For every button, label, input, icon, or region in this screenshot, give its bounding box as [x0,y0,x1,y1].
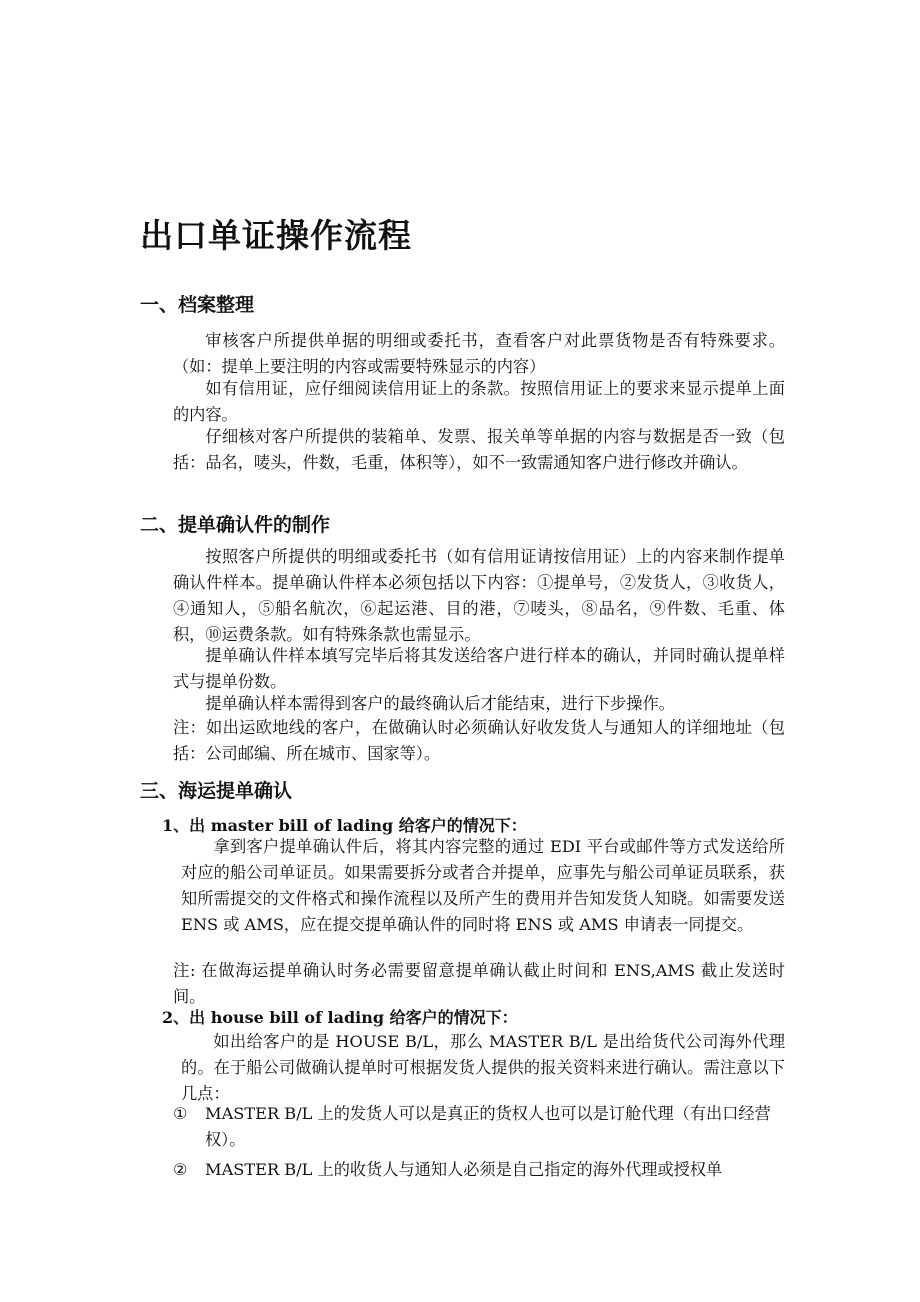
paragraph: 提单确认件样本填写完毕后将其发送给客户进行样本的确认，并同时确认提单样式与提单份数。 [173,646,785,691]
section-heading-bl-draft: 二、提单确认件的制作 [140,514,331,536]
paragraph: 审核客户所提供单据的明细或委托书，查看客户对此票货物是否有特殊要求。（如：提单上要注明的内容或需要特殊显示的内容） [173,331,785,376]
section-heading-archive: 一、档案整理 [140,294,255,316]
page-title: 出口单证操作流程 [140,216,412,255]
list-item [173,1101,785,1153]
subsection-heading-master-bl: 1、出 master bill of lading 给客户的情况下： [162,816,527,835]
paragraph: 如有信用证，应仔细阅读信用证上的条款。按照信用证上的要求来显示提单上面的内容。 [173,379,785,424]
list-item [173,1157,785,1183]
list-item-text: MASTER B/L 上的收货人与通知人必须是自己指定的海外代理或授权单 [205,1160,723,1179]
paragraph: 如出给客户的是 HOUSE B/L，那么 MASTER B/L 是出给货代公司海外代理的。在于船公司做确认提单时可根据发货人提供的报关资料来进行确认。需注意以下几点： [181,1032,785,1103]
paragraph: 按照客户所提供的明细或委托书（如有信用证请按信用证）上的内容来制作提单确认件样本。提单确认件样本必须包括以下内容：①提单号，②发货人，③收货人，④通知人，⑤船名航次，⑥起运港、目的港，⑦唛头，⑧品名，⑨件数、毛重、体积，⑩运费条款。如有特殊条款也需显示。 [173,547,785,644]
list-item-text: MASTER B/L 上的发货人可以是真正的货权人也可以是订舱代理（有出口经营权）。 [205,1104,771,1149]
subsection-heading-house-bl: 2、出 house bill of lading 给客户的情况下： [162,1008,518,1027]
list-marker: ① [173,1104,188,1123]
paragraph: 提单确认样本需得到客户的最终确认后才能结束，进行下步操作。 [205,694,675,713]
paragraph: 仔细核对客户所提供的装箱单、发票、报关单等单据的内容与数据是否一致（包括：品名，唛头，件数，毛重，体积等），如不一致需通知客户进行修改并确认。 [173,427,785,472]
paragraph: 拿到客户提单确认件后，将其内容完整的通过 EDI 平台或邮件等方式发送给所对应的船公司单证员。如果需要拆分或者合并提单，应事先与船公司单证员联系，获知所需提交的文件格式和操作流程以及所产生的费用并告知发货人知晓。如需要发送 ENS 或 AMS，应在提交提单确认件的同时将 ENS 或 AMS 申请表一同提交。 [181,837,785,934]
note: 注：如出运欧地线的客户，在做确认时必须确认好收发货人与通知人的详细地址（包括：公司邮编、所在城市、国家等）。 [173,718,785,763]
section-heading-ocean-bl: 三、海运提单确认 [140,780,293,802]
list-marker: ② [173,1160,188,1179]
note: 注: 在做海运提单确认时务必需要留意提单确认截止时间和 ENS,AMS 截止发送时间。 [173,961,785,1006]
